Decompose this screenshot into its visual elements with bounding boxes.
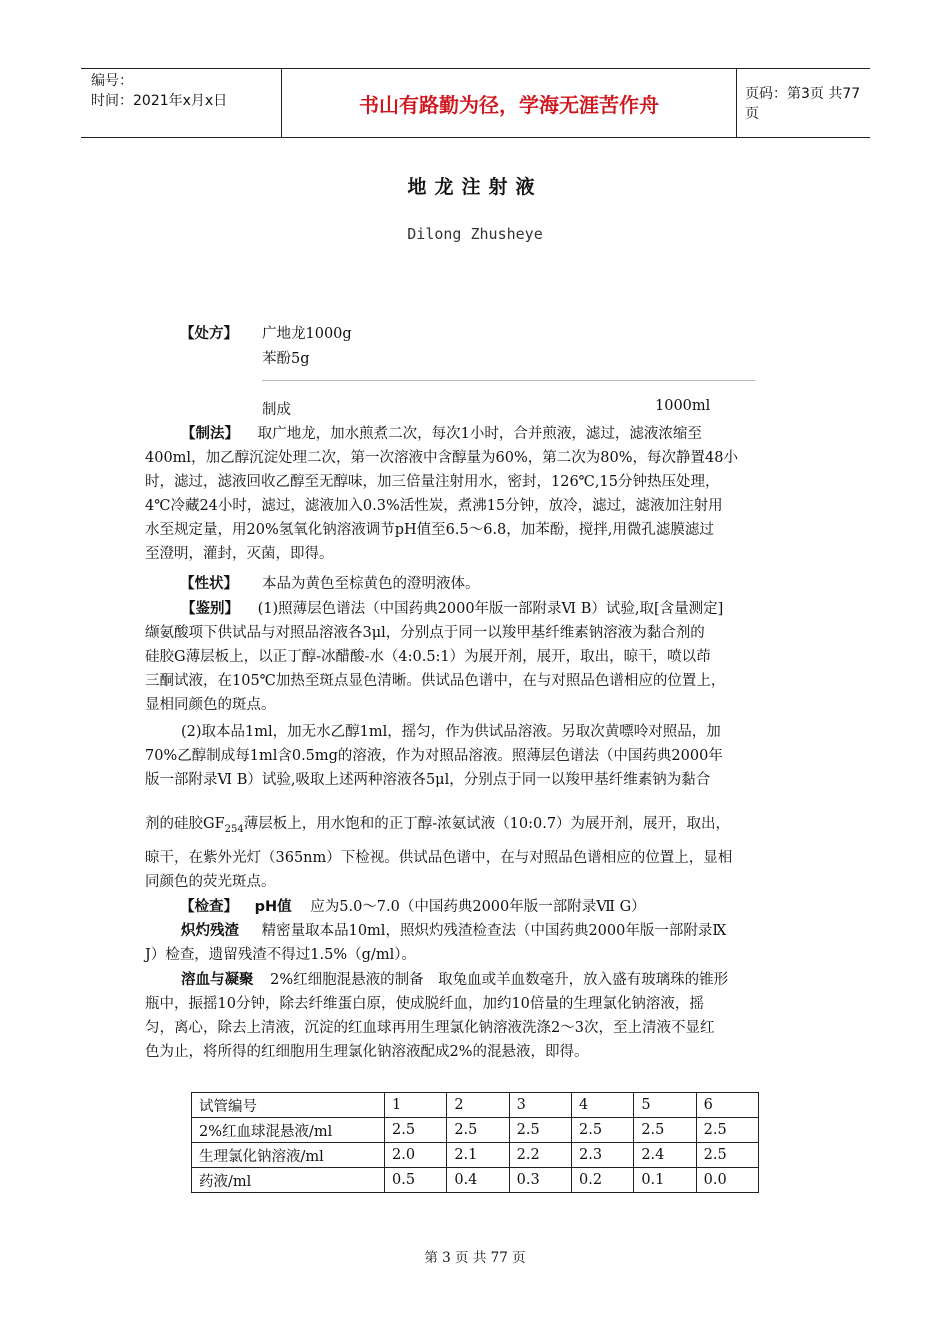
text-line: 4℃冷藏24小时，滤过，滤液加入0.3%活性炭，煮沸15分钟，放冷，滤过，滤液加注射用 (145, 498, 723, 514)
prescription-item: 苯酚5g (262, 351, 310, 367)
table-cell: 2.4 (634, 1143, 696, 1168)
table-cell: 0.2 (571, 1168, 633, 1193)
properties-label: 【性状】 (180, 576, 238, 592)
table-cell: 2.5 (447, 1118, 509, 1143)
text-line: 400ml，加乙醇沉淀处理二次，第一次溶液中含醇量为60%，第二次为80%，每次静置48小 (145, 450, 738, 466)
table-cell: 0.1 (634, 1168, 696, 1193)
text-line: 色为止，将所得的红细胞用生理氯化钠溶液配成2%的混悬液，即得。 (145, 1044, 589, 1060)
text-line: (2)取本品1ml，加无水乙醇1ml，摇匀，作为供试品溶液。另取次黄嘌呤对照品，加 (181, 724, 721, 740)
table-row (192, 1118, 759, 1143)
table-row (192, 1143, 759, 1168)
table-row (192, 1168, 759, 1193)
document-date: 时间：2021年x月x日 (91, 93, 228, 109)
residue-label: 炽灼残渣 (181, 923, 239, 939)
table-row (192, 1093, 759, 1118)
text-line: 匀，离心，除去上清液，沉淀的红血球再用生理氯化钠溶液洗涤2～3次，至上清液不显红 (145, 1020, 715, 1036)
text-line: 70%乙醇制成每1ml含0.5mg的溶液，作为对照品溶液。照薄层色谱法（中国药典2000年 (145, 748, 723, 764)
table-cell: 2.5 (509, 1118, 571, 1143)
identification-section-2-end (145, 846, 810, 894)
table-cell: 3 (509, 1093, 571, 1118)
divider (262, 380, 755, 381)
properties-text: 本品为黄色至棕黄色的澄明液体。 (262, 576, 480, 592)
table-cell: 2.1 (447, 1143, 509, 1168)
yield-label: 制成 (262, 402, 291, 418)
table-cell: 2.5 (696, 1143, 758, 1168)
table-cell: 0.3 (509, 1168, 571, 1193)
text-line: J）检查，遗留残渣不得过1.5%（g/ml）。 (145, 947, 416, 963)
document-subtitle: Dilong Zhusheye (407, 225, 543, 243)
document-number: 编号： (91, 73, 133, 89)
table-cell: 6 (696, 1093, 758, 1118)
text-line: 同颜色的荧光斑点。 (145, 874, 276, 890)
identification-section-2 (145, 720, 810, 792)
ph-text: 应为5.0～7.0（中国药典2000年版一部附录Ⅶ G） (310, 899, 646, 915)
inspection-ph (180, 895, 646, 916)
ph-label: pH值 (254, 899, 292, 915)
identification-section-1 (145, 597, 810, 717)
residue-section (145, 919, 810, 967)
text-line: 三酮试液，在105℃加热至斑点显色清晰。供试品色谱中，在与对照品色谱相应的位置上， (145, 673, 726, 689)
row-header: 试管编号 (192, 1093, 385, 1118)
document-title: 地龙注射液 (407, 176, 543, 198)
table-cell: 2 (447, 1093, 509, 1118)
table-cell: 4 (571, 1093, 633, 1118)
text-line: 缬氨酸项下供试品与对照品溶液各3μl，分别点于同一以羧甲基纤维素钠溶液为黏合剂的 (145, 625, 705, 641)
text-line: 精密量取本品10ml，照炽灼残渣检查法（中国药典2000年版一部附录Ⅸ (261, 923, 727, 939)
method-section (145, 422, 810, 566)
row-header: 药液/ml (192, 1168, 385, 1193)
table-cell: 2.5 (696, 1118, 758, 1143)
text-segment: 剂的硅胶GF (145, 816, 225, 832)
table-cell: 0.5 (385, 1168, 447, 1193)
table-cell: 2.5 (571, 1118, 633, 1143)
text-line: (1)照薄层色谱法（中国药典2000年版一部附录Ⅵ B）试验,取[含量测定] (257, 601, 724, 617)
text-line: 显相同颜色的斑点。 (145, 697, 276, 713)
text-line: 至澄明，灌封，灭菌，即得。 (145, 546, 334, 562)
text-line: 瓶中，振摇10分钟，除去纤维蛋白原，使成脱纤血，加约10倍量的生理氯化钠溶液，摇 (145, 996, 704, 1012)
inspection-label: 【检查】 (180, 899, 238, 915)
hemolysis-label: 溶血与凝聚 (181, 972, 254, 988)
identification-line (145, 812, 730, 835)
subscript: 254 (224, 823, 244, 835)
text-segment: 薄层板上，用水饱和的正丁醇-浓氨试液（10:0.7）为展开剂，展开，取出， (243, 816, 731, 832)
header-meta (81, 69, 281, 137)
table-cell: 0.0 (696, 1168, 758, 1193)
page-header (81, 68, 870, 138)
method-label: 【制法】 (181, 426, 239, 442)
table-cell: 2.5 (385, 1118, 447, 1143)
row-header: 2%红血球混悬液/ml (192, 1118, 385, 1143)
table-cell: 1 (385, 1093, 447, 1118)
header-motto: 书山有路勤为径，学海无涯苦作舟 (281, 69, 737, 137)
page-footer: 第 3 页 共 77 页 (424, 1250, 526, 1266)
text-line: 取广地龙，加水煎煮二次，每次1小时，合并煎液，滤过，滤液浓缩至 (257, 426, 702, 442)
prescription-label: 【处方】 (180, 326, 238, 342)
hemolysis-section (145, 968, 810, 1064)
text-line: 水至规定量，用20%氢氧化钠溶液调节pH值至6.5～6.8，加苯酚，搅拌,用微孔滤膜滤过 (145, 522, 714, 538)
row-header: 生理氯化钠溶液/ml (192, 1143, 385, 1168)
table-cell: 2.0 (385, 1143, 447, 1168)
test-tube-table (191, 1092, 759, 1193)
yield-value: 1000ml (655, 398, 711, 414)
identification-label: 【鉴别】 (181, 601, 239, 617)
header-page-info: 页码：第3页 共77页 (745, 86, 861, 122)
table-cell: 5 (634, 1093, 696, 1118)
table-cell: 0.4 (447, 1168, 509, 1193)
table-cell: 2.2 (509, 1143, 571, 1168)
table-cell: 2.3 (571, 1143, 633, 1168)
text-line: 2%红细胞混悬液的制备 取兔血或羊血数毫升，放入盛有玻璃珠的锥形 (270, 972, 729, 988)
table-cell: 2.5 (634, 1118, 696, 1143)
prescription-item: 广地龙1000g (262, 326, 352, 342)
text-line: 版一部附录Ⅵ B）试验,吸取上述两种溶液各5μl，分别点于同一以羧甲基纤维素钠为黏合 (145, 772, 711, 788)
text-line: 晾干，在紫外光灯（365nm）下检视。供试品色谱中，在与对照品色谱相应的位置上，显相 (145, 850, 733, 866)
text-line: 硅胶G薄层板上，以正丁醇-冰醋酸-水（4:0.5:1）为展开剂，展开，取出，晾干，喷以茚 (145, 649, 711, 665)
text-line: 时，滤过，滤液回收乙醇至无醇味，加三倍量注射用水，密封，126℃,15分钟热压处理， (145, 474, 720, 490)
